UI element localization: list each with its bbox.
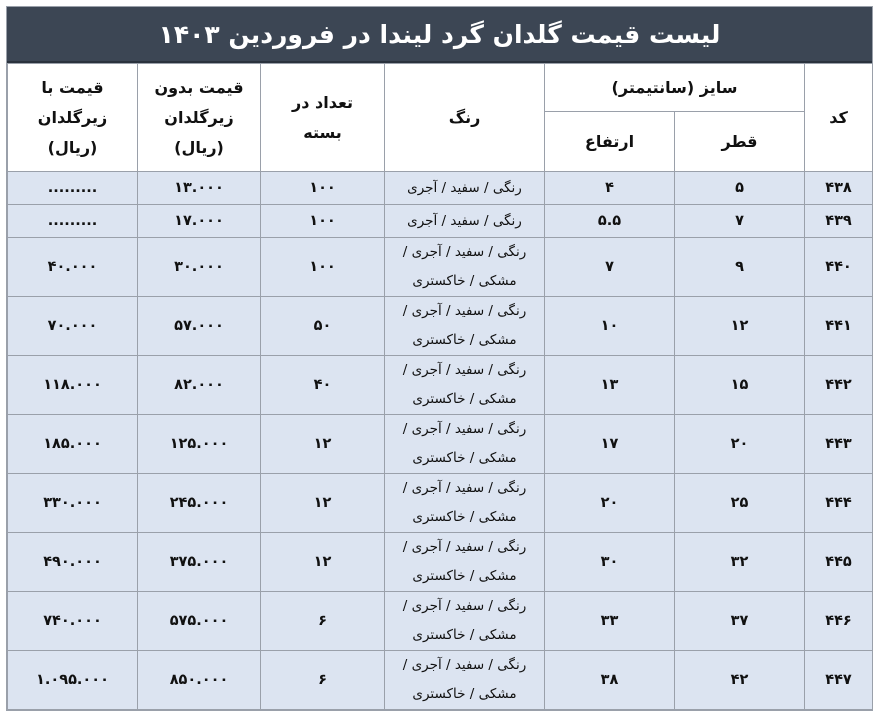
cell-height: ۱۷ <box>545 415 675 474</box>
cell-height: ۵.۵ <box>545 205 675 238</box>
cell-code: ۴۴۰ <box>805 238 873 297</box>
cell-diameter: ۹ <box>675 238 805 297</box>
table-row <box>8 415 873 474</box>
cell-pack: ۱۰۰ <box>261 205 385 238</box>
cell-height: ۳۳ <box>545 592 675 651</box>
cell-pack: ۵۰ <box>261 297 385 356</box>
header-price-without-line1: قیمت بدون <box>154 77 244 97</box>
cell-price-without: ۳۰.۰۰۰ <box>138 238 261 297</box>
cell-pack: ۱۲ <box>261 415 385 474</box>
cell-color-line1: رنگی / سفید / آجری / <box>402 244 527 260</box>
cell-diameter: ۳۲ <box>675 533 805 592</box>
cell-color-line2: مشکی / خاکستری <box>412 273 517 289</box>
cell-code: ۴۴۴ <box>805 474 873 533</box>
cell-pack: ۶ <box>261 592 385 651</box>
header-color: رنگ <box>385 64 545 172</box>
header-height: ارتفاع <box>545 112 675 172</box>
table-row <box>8 533 873 592</box>
cell-color <box>385 172 545 205</box>
cell-code: ۴۴۵ <box>805 533 873 592</box>
header-size: سایز (سانتیمتر) <box>545 64 805 112</box>
cell-code: ۴۴۲ <box>805 356 873 415</box>
cell-color <box>385 238 545 297</box>
cell-color-line1: رنگی / سفید / آجری / <box>402 480 527 496</box>
cell-price-without: ۵۷.۰۰۰ <box>138 297 261 356</box>
cell-color-line1: رنگی / سفید / آجری <box>407 179 522 196</box>
header-pack-count <box>261 64 385 172</box>
cell-color-line2: مشکی / خاکستری <box>412 686 517 702</box>
cell-color-line2: مشکی / خاکستری <box>412 332 517 348</box>
cell-price-with: ۷۰.۰۰۰ <box>8 297 138 356</box>
cell-pack: ۶ <box>261 651 385 710</box>
cell-color-line1: رنگی / سفید / آجری / <box>402 539 527 555</box>
table-row <box>8 297 873 356</box>
cell-price-with: ۴۰.۰۰۰ <box>8 238 138 297</box>
cell-code: ۴۴۶ <box>805 592 873 651</box>
table-row <box>8 592 873 651</box>
cell-price-without: ۲۴۵.۰۰۰ <box>138 474 261 533</box>
cell-color-line1: رنگی / سفید / آجری / <box>402 303 527 319</box>
cell-code: ۴۳۹ <box>805 205 873 238</box>
cell-code: ۴۳۸ <box>805 172 873 205</box>
cell-color-line1: رنگی / سفید / آجری / <box>402 598 527 614</box>
cell-price-with: ۱۸۵.۰۰۰ <box>8 415 138 474</box>
cell-code: ۴۴۱ <box>805 297 873 356</box>
table-row <box>8 205 873 238</box>
cell-color-line2: مشکی / خاکستری <box>412 450 517 466</box>
cell-price-without: ۸۵۰.۰۰۰ <box>138 651 261 710</box>
table-row <box>8 238 873 297</box>
header-price-without-line2: زیرگلدان <box>164 107 234 127</box>
cell-price-without: ۱۲۵.۰۰۰ <box>138 415 261 474</box>
table-row <box>8 474 873 533</box>
cell-diameter: ۲۵ <box>675 474 805 533</box>
header-price-without-line3: (ریال) <box>174 137 224 157</box>
cell-height: ۳۰ <box>545 533 675 592</box>
cell-price-with: ۱.۰۹۵.۰۰۰ <box>8 651 138 710</box>
cell-color <box>385 205 545 238</box>
cell-color <box>385 356 545 415</box>
cell-pack: ۴۰ <box>261 356 385 415</box>
header-diameter: قطر <box>675 112 805 172</box>
cell-color <box>385 415 545 474</box>
cell-color-line1: رنگی / سفید / آجری / <box>402 657 527 673</box>
header-price-with <box>8 64 138 172</box>
header-code: کد <box>805 64 873 172</box>
table-row <box>8 356 873 415</box>
cell-color-line2: مشکی / خاکستری <box>412 627 517 643</box>
cell-price-with: ......... <box>8 172 138 205</box>
cell-price-with: ۷۴۰.۰۰۰ <box>8 592 138 651</box>
cell-price-without: ۵۷۵.۰۰۰ <box>138 592 261 651</box>
price-list-sheet <box>6 6 873 711</box>
cell-diameter: ۷ <box>675 205 805 238</box>
cell-color-line2: مشکی / خاکستری <box>412 391 517 407</box>
cell-color <box>385 474 545 533</box>
header-price-with-line2: زیرگلدان <box>37 107 108 127</box>
cell-price-without: ۱۳.۰۰۰ <box>138 172 261 205</box>
cell-height: ۴ <box>545 172 675 205</box>
cell-color <box>385 533 545 592</box>
cell-code: ۴۴۷ <box>805 651 873 710</box>
header-price-with-line3: (ریال) <box>47 137 98 157</box>
cell-pack: ۱۲ <box>261 474 385 533</box>
page-title: لیست قیمت گلدان گرد لیندا در فروردین ۱۴۰۳ <box>7 7 872 63</box>
header-price-without <box>138 64 261 172</box>
cell-price-with: ۳۳۰.۰۰۰ <box>8 474 138 533</box>
cell-price-with: ......... <box>8 205 138 238</box>
cell-diameter: ۱۵ <box>675 356 805 415</box>
cell-color-line1: رنگی / سفید / آجری / <box>402 362 527 378</box>
cell-price-without: ۱۷.۰۰۰ <box>138 205 261 238</box>
cell-pack: ۱۰۰ <box>261 172 385 205</box>
cell-diameter: ۳۷ <box>675 592 805 651</box>
cell-code: ۴۴۳ <box>805 415 873 474</box>
cell-height: ۷ <box>545 238 675 297</box>
cell-height: ۱۳ <box>545 356 675 415</box>
cell-height: ۳۸ <box>545 651 675 710</box>
cell-color <box>385 297 545 356</box>
cell-diameter: ۱۲ <box>675 297 805 356</box>
cell-diameter: ۴۲ <box>675 651 805 710</box>
cell-color-line1: رنگی / سفید / آجری <box>407 212 522 229</box>
cell-price-with: ۱۱۸.۰۰۰ <box>8 356 138 415</box>
cell-color <box>385 651 545 710</box>
cell-color <box>385 592 545 651</box>
price-table <box>7 63 873 710</box>
cell-pack: ۱۲ <box>261 533 385 592</box>
cell-diameter: ۵ <box>675 172 805 205</box>
table-body <box>8 172 873 710</box>
cell-diameter: ۲۰ <box>675 415 805 474</box>
table-row <box>8 651 873 710</box>
header-pack-line2: بسته <box>303 122 342 142</box>
table-row <box>8 172 873 205</box>
header-price-with-line1: قیمت با <box>41 77 104 97</box>
cell-height: ۲۰ <box>545 474 675 533</box>
cell-height: ۱۰ <box>545 297 675 356</box>
cell-color-line2: مشکی / خاکستری <box>412 568 517 584</box>
header-pack-line1: تعداد در <box>292 92 353 112</box>
cell-color-line1: رنگی / سفید / آجری / <box>402 421 527 437</box>
table-header <box>8 64 873 172</box>
cell-pack: ۱۰۰ <box>261 238 385 297</box>
cell-price-without: ۸۲.۰۰۰ <box>138 356 261 415</box>
cell-price-without: ۳۷۵.۰۰۰ <box>138 533 261 592</box>
cell-color-line2: مشکی / خاکستری <box>412 509 517 525</box>
cell-price-with: ۴۹۰.۰۰۰ <box>8 533 138 592</box>
